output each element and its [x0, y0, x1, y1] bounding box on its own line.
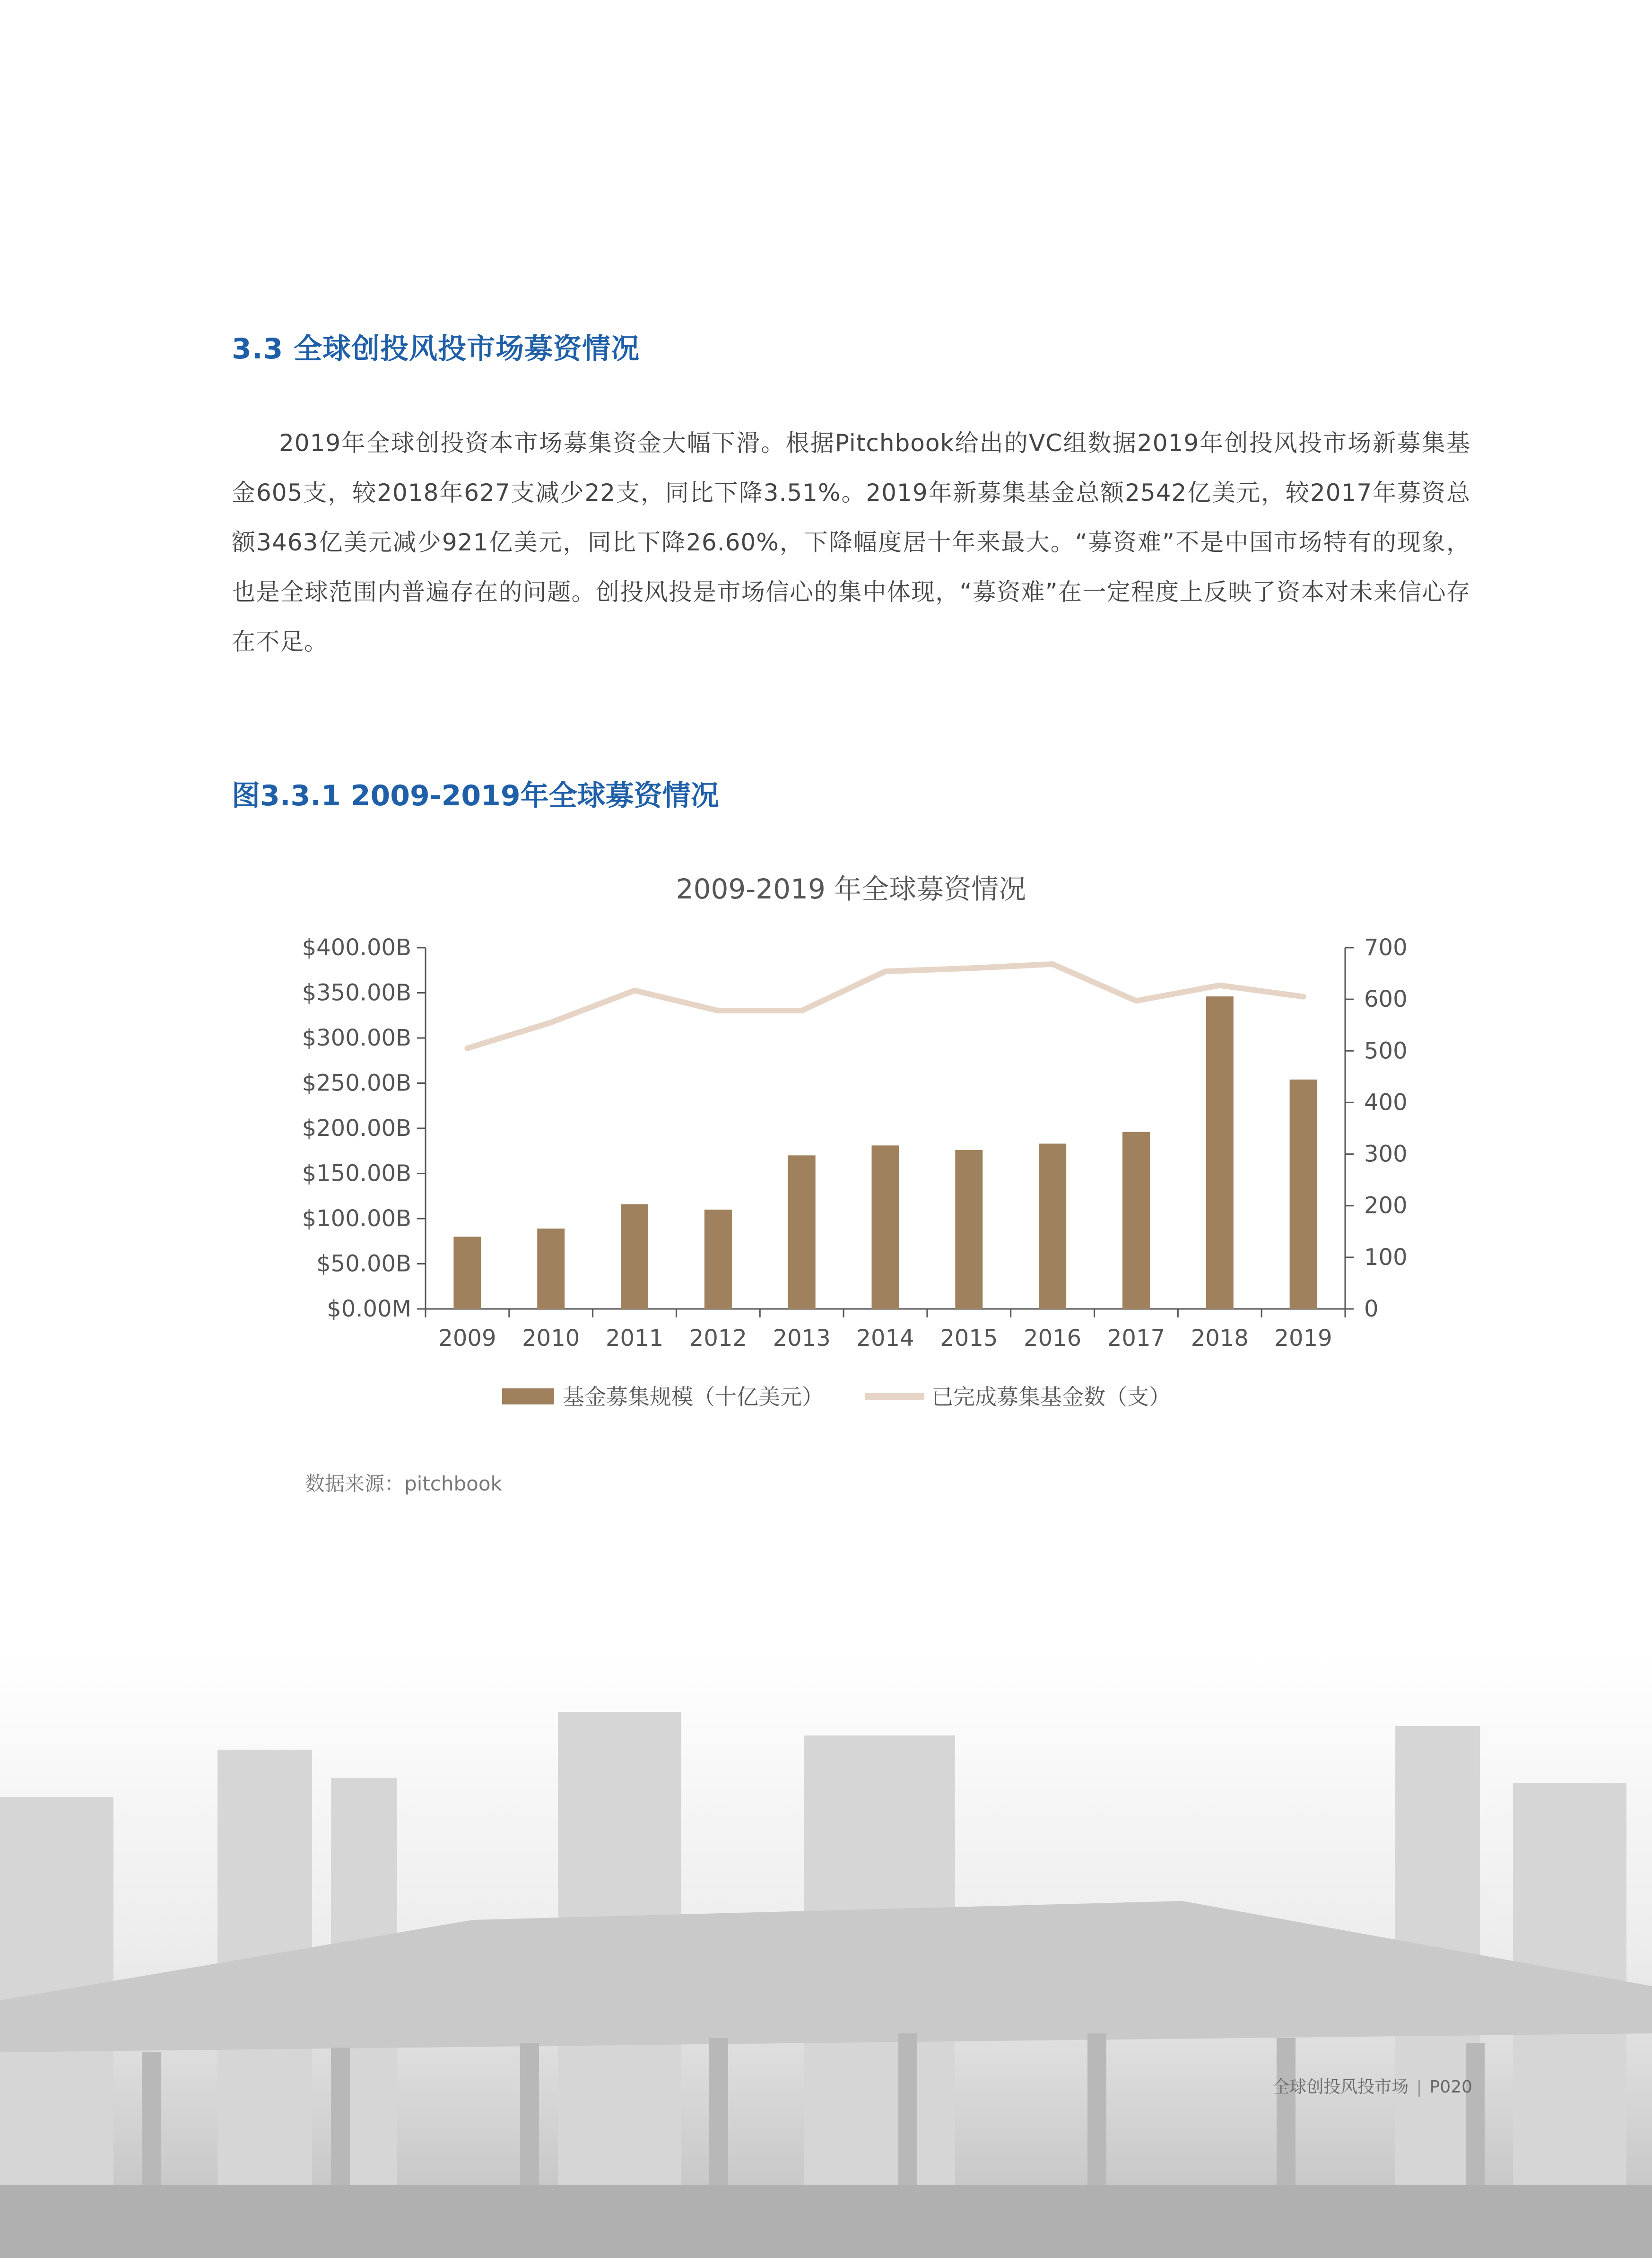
fund-count-point-2009 [467, 1048, 468, 1049]
left-axis-tick-label: $250.00B [302, 1070, 411, 1097]
fund-count-point-2018 [1219, 985, 1220, 986]
funding-bar-2016 [1039, 1143, 1066, 1309]
fund-count-point-2016 [1052, 964, 1053, 965]
right-axis-tick-label: 600 [1364, 986, 1408, 1013]
funding-bar-2014 [872, 1145, 899, 1309]
left-axis-tick-label: $300.00B [302, 1025, 411, 1051]
funding-bar-2009 [453, 1237, 481, 1309]
left-axis-tick-label: $400.00B [302, 934, 411, 961]
x-axis-tick-label: 2012 [689, 1325, 747, 1351]
x-axis-tick-label: 2010 [522, 1325, 580, 1351]
legend-line-label: 已完成募集基金数（支） [931, 1384, 1171, 1410]
fund-count-point-2019 [1303, 996, 1304, 997]
x-axis-tick-label: 2014 [856, 1325, 914, 1351]
footer-separator: | [1416, 2077, 1422, 2097]
right-axis-tick-label: 0 [1364, 1296, 1379, 1322]
right-axis-tick-label: 100 [1364, 1244, 1408, 1271]
plot-area [302, 934, 1408, 1351]
funding-bar-2013 [788, 1155, 816, 1309]
left-axis-tick-label: $0.00M [327, 1296, 411, 1322]
funding-bar-2010 [537, 1229, 565, 1309]
funding-bar-2019 [1290, 1080, 1317, 1309]
left-axis-tick-label: $50.00B [316, 1250, 411, 1277]
fund-count-line [467, 964, 1303, 1048]
left-axis-tick-label: $350.00B [302, 979, 411, 1006]
page-footer [1272, 2074, 1472, 2098]
right-axis-tick-label: 400 [1364, 1089, 1408, 1116]
right-axis-tick-label: 200 [1364, 1192, 1408, 1219]
left-axis-tick-label: $100.00B [302, 1205, 411, 1232]
funding-bar-2015 [955, 1150, 983, 1309]
legend-bar-label: 基金募集规模（十亿美元） [563, 1384, 824, 1410]
funding-bar-2017 [1122, 1132, 1150, 1309]
funding-bar-2011 [621, 1204, 648, 1309]
x-axis-tick-label: 2016 [1024, 1325, 1082, 1351]
x-axis-tick-label: 2019 [1274, 1325, 1332, 1351]
background-building-image [0, 1655, 1652, 2258]
page-number: P020 [1429, 2077, 1472, 2097]
right-axis-tick-label: 300 [1364, 1141, 1408, 1168]
x-axis-tick-label: 2018 [1191, 1325, 1249, 1351]
funding-bar-2018 [1206, 996, 1234, 1309]
x-axis-tick-label: 2015 [940, 1325, 998, 1351]
legend-bar-swatch [502, 1388, 554, 1404]
right-axis-tick-label: 500 [1364, 1037, 1408, 1064]
right-axis-tick-label: 700 [1364, 934, 1408, 961]
chart-legend [502, 1384, 1171, 1410]
x-axis-tick-label: 2017 [1107, 1325, 1165, 1351]
left-axis-tick-label: $200.00B [302, 1115, 411, 1142]
fund-count-point-2015 [968, 968, 969, 969]
fund-count-point-2017 [1136, 1000, 1137, 1001]
section-title: 3.3 全球创投风投市场募资情况 [232, 332, 640, 366]
body-paragraph: 2019年全球创投资本市场募集资金大幅下滑。根据Pitchbook给出的VC组数据2019年创投风投市场新募集基金605支，较2018年627支减少22支，同比下降3.51%。2019年新募集基金总额2542亿美元，较2017年募资总额3463亿美元减少921亿美元，同比下降26.60%，下降幅度居十年来最大。“募资难”不是中国市场特有的现象，也是全球范围内普遍存在的问题。创投风投是市场信心的集中体现，“募资难”在一定程度上反映了资本对未来信心存在不足。 [232, 429, 1470, 655]
figure-caption: 图3.3.1 2009-2019年全球募资情况 [232, 779, 719, 812]
fund-count-point-2010 [550, 1022, 551, 1023]
funding-bar-2012 [704, 1210, 732, 1309]
x-axis-tick-label: 2011 [605, 1325, 664, 1351]
x-axis-tick-label: 2009 [438, 1325, 496, 1351]
fund-count-point-2014 [885, 971, 886, 972]
fund-count-point-2011 [634, 990, 635, 991]
fund-count-point-2012 [718, 1010, 719, 1011]
source-note: 数据来源：pitchbook [305, 1472, 502, 1495]
x-axis-tick-label: 2013 [773, 1325, 831, 1351]
left-axis-tick-label: $150.00B [302, 1160, 411, 1187]
fund-count-point-2013 [801, 1010, 802, 1011]
footer-title: 全球创投风投市场 [1272, 2077, 1409, 2097]
chart-title: 2009-2019 年全球募资情况 [676, 873, 1026, 905]
